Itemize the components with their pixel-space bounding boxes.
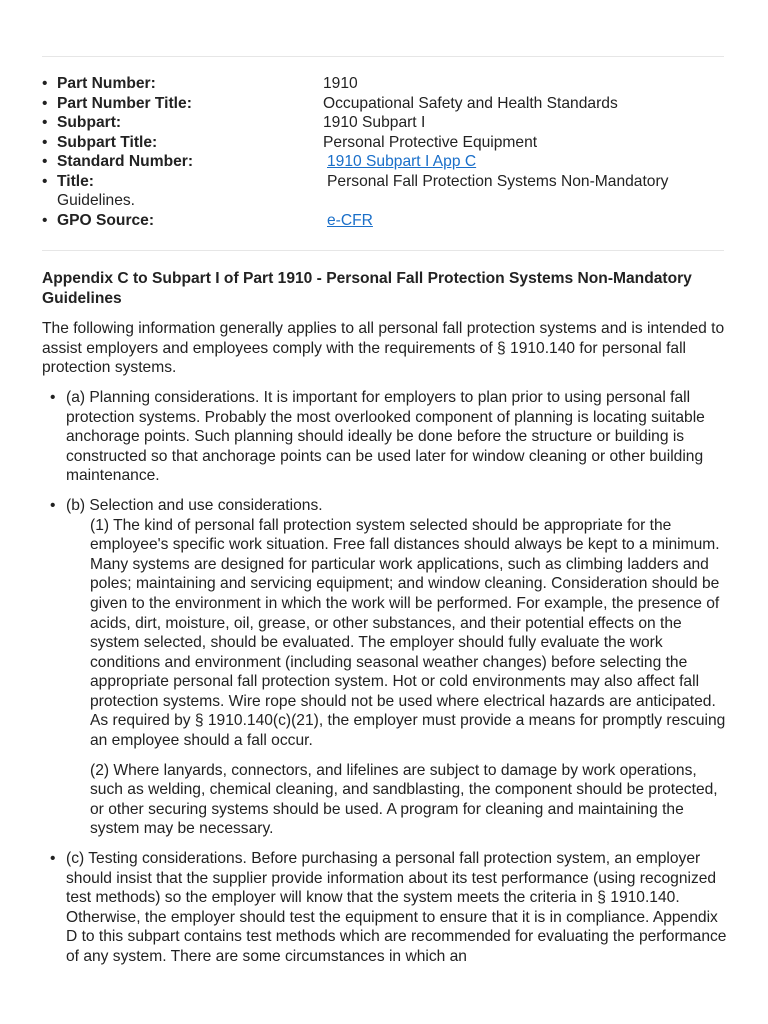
selection-paragraph-1: (1) The kind of personal fall protection system selected should be appropriate for the employee's specific work situation. Free fall distances should always be kept to a minimum. Many systems are designed for particular work applications, such as climbing ladders and poles; maintaining and servicing equipment; and window cleaning. Consideration should be given to the environment in which the work will be performed. For example, the presence of acids, dirt, moisture, oil, grease, or other substances, and their potential effects on the system selected, should be evaluated. The employer should fully evaluate the work conditions and environment (including seasonal weather changes) before selecting the appropriate personal fall protection system. Hot or cold environments may also affect fall protection systems. Wire rope should not be used where electrical hazards are anticipated. As required by § 1910.140(c)(21), the employer must provide a means for promptly rescuing an employee should a fall occur. — [90, 516, 726, 750]
bullet-icon: • — [50, 388, 56, 406]
bullet-icon: • — [42, 211, 48, 229]
meta-subpart-title — [42, 133, 732, 153]
item-planning — [42, 388, 732, 486]
meta-part-number-title — [42, 94, 732, 114]
intro-paragraph: The following information generally applies to all personal fall protection systems and is intended to assist employers and employees comply with the requirements of § 1910.140 for personal fall protection systems. — [42, 320, 725, 377]
meta-standard-number — [42, 152, 732, 172]
bullet-icon: • — [42, 114, 48, 131]
document-body — [42, 269, 732, 977]
meta-label: Standard Number: — [57, 153, 194, 170]
bullet-icon: • — [50, 850, 56, 868]
appendix-heading: Appendix C to Subpart I of Part 1910 - Personal Fall Protection Systems Non-Mandatory Guidelines — [42, 270, 692, 307]
standard-number-link[interactable]: 1910 Subpart I App C — [327, 153, 477, 170]
meta-label: Part Number Title: — [57, 94, 192, 112]
bullet-icon: • — [42, 94, 48, 112]
meta-value: Personal Protective Equipment — [323, 133, 538, 151]
bullet-icon: • — [50, 496, 56, 514]
meta-label: Title: — [57, 172, 94, 190]
meta-value: Personal Fall Protection Systems Non-Mandatory — [327, 172, 669, 190]
considerations-list — [42, 388, 732, 967]
meta-value-continued: Guidelines. — [57, 192, 136, 209]
item-testing-text: (c) Testing considerations. Before purchasing a personal fall protection system, an employer should insist that the supplier provide information about its test performance (using recognized test methods) so the employer will know that the system meets the criteria in § 1910.140. Otherwise, the employer should test the equipment to ensure that it is in compliance. Appendix D to this subpart contains test methods which are recommended for evaluating the performance of any system. There are some circumstances in which an — [66, 850, 727, 965]
meta-title — [42, 172, 732, 211]
item-selection-title: (b) Selection and use considerations. — [66, 496, 323, 514]
meta-gpo-source — [42, 211, 732, 231]
metadata-list — [42, 74, 732, 230]
meta-value: Occupational Safety and Health Standards — [323, 94, 618, 112]
item-selection — [42, 496, 732, 839]
item-testing — [42, 849, 732, 967]
meta-label: Subpart Title: — [57, 133, 158, 151]
meta-label: GPO Source: — [57, 211, 155, 229]
meta-label: Subpart: — [57, 114, 122, 131]
selection-paragraph-2: (2) Where lanyards, connectors, and lifelines are subject to damage by work operations, such as welding, chemical cleaning, and sandblasting, the component should be protected, or other securing systems should be used. A program for cleaning and maintaining the system may be necessary. — [90, 761, 718, 838]
meta-value: 1910 — [323, 75, 358, 92]
metadata-divider — [42, 250, 724, 251]
gpo-source-link[interactable]: e-CFR — [327, 211, 373, 229]
meta-label: Part Number: — [57, 75, 156, 92]
item-selection-subparagraphs — [66, 516, 732, 840]
meta-part-number — [42, 74, 732, 94]
top-divider — [42, 56, 724, 57]
bullet-icon: • — [42, 75, 48, 92]
item-planning-text: (a) Planning considerations. It is important for employers to plan prior to using personal fall protection systems. Probably the most overlooked component of planning is locating suitable anchorage points. Such planning should ideally be done before the structure or building is constructed so that anchorage points can be used later for window cleaning or other building maintenance. — [66, 388, 705, 485]
bullet-icon: • — [42, 133, 48, 151]
bullet-icon: • — [42, 153, 48, 170]
meta-value: 1910 Subpart I — [323, 114, 426, 131]
bullet-icon: • — [42, 172, 48, 190]
meta-subpart — [42, 113, 732, 133]
